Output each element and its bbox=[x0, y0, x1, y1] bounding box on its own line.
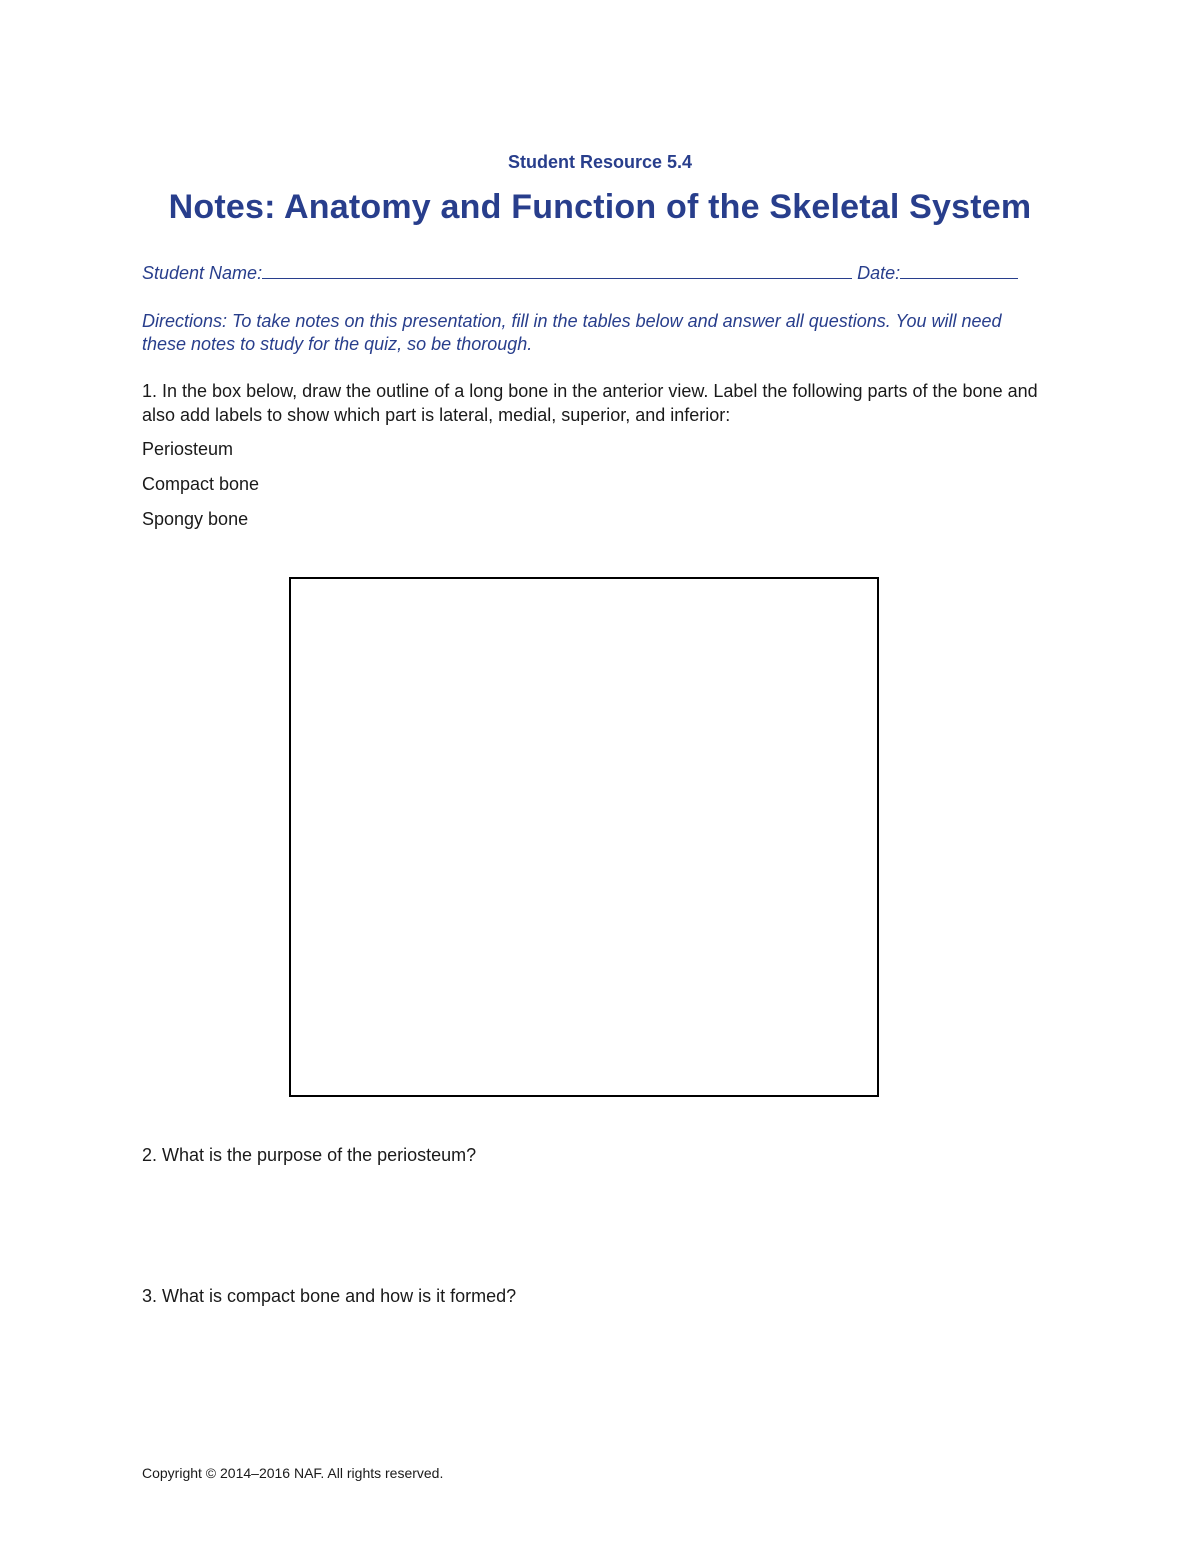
directions-text: Directions: To take notes on this presentation, fill in the tables below and answer all questions. You will need these notes to study for the quiz, so be thorough. bbox=[142, 311, 1002, 354]
question-2: 2. What is the purpose of the periosteum? bbox=[142, 1145, 477, 1165]
resource-label: Student Resource 5.4 bbox=[507, 152, 693, 172]
list-item: Periosteum bbox=[142, 439, 234, 459]
question-1: 1. In the box below, draw the outline of a long bone in the anterior view. Label the following parts of the bone and also add labels to show which part is lateral, medial, superior, and inferior: bbox=[142, 381, 1038, 425]
page-title: Notes: Anatomy and Function of the Skeletal System bbox=[168, 188, 1032, 226]
question-3: 3. What is compact bone and how is it formed? bbox=[142, 1286, 517, 1306]
student-info-line bbox=[142, 263, 1052, 284]
drawing-box[interactable] bbox=[289, 577, 879, 1097]
date-field[interactable] bbox=[900, 264, 1018, 279]
copyright-footer: Copyright © 2014–2016 NAF. All rights reserved. bbox=[142, 1465, 444, 1481]
student-name-label: Student Name: bbox=[142, 263, 263, 283]
date-label: Date: bbox=[857, 263, 901, 283]
student-name-field[interactable] bbox=[262, 264, 852, 279]
list-item: Compact bone bbox=[142, 474, 260, 494]
list-item: Spongy bone bbox=[142, 509, 249, 529]
